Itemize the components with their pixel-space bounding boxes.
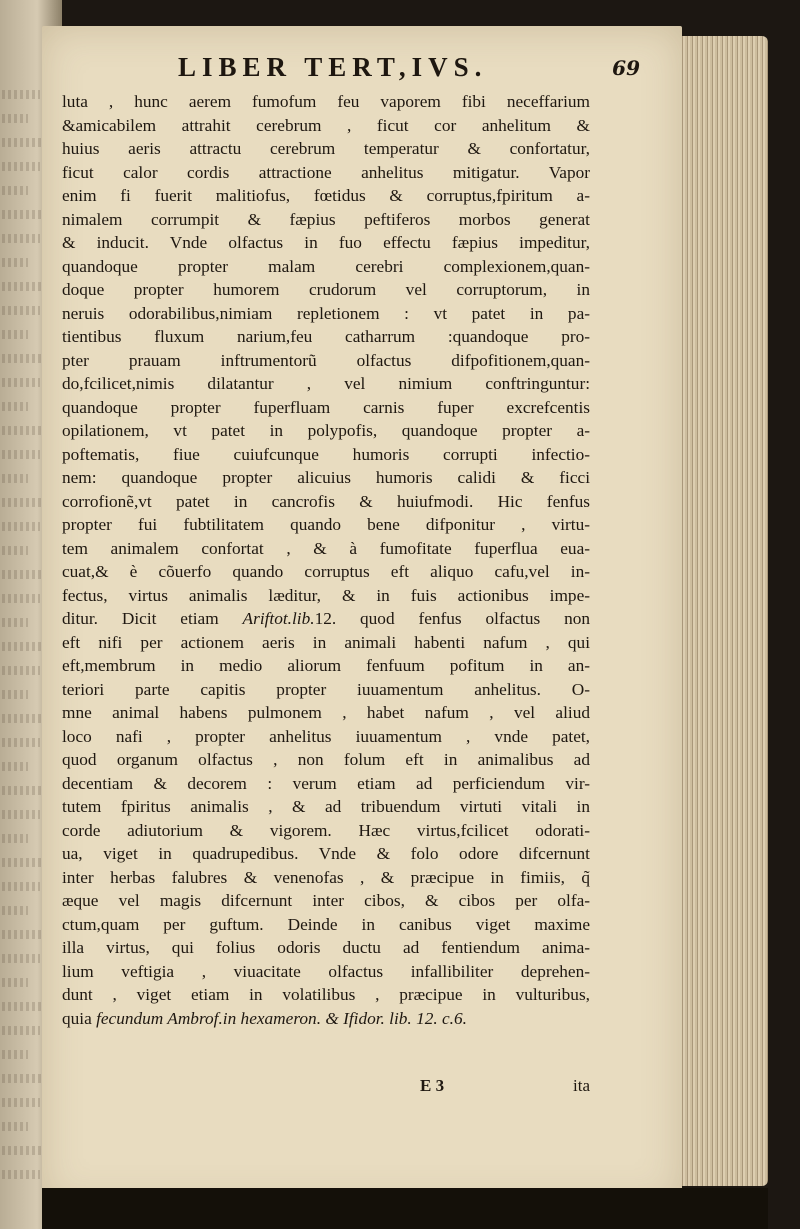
line-segment: mne animal habens pulmonem , habet nafum , vel aliud — [62, 703, 590, 722]
line-segment: eft nifi per actionem aeris in animali habenti nafum , qui — [62, 632, 590, 652]
text-line — [62, 701, 590, 725]
line-segment: ctum,quam per guftum. Deinde in canibus viget maxime — [62, 914, 590, 934]
text-line — [62, 936, 590, 960]
line-segment: corde adiutorium & vigorem. Hæc virtus,fcilicet odorati- — [62, 820, 590, 840]
line-segment: fectus, virtus animalis læditur, & in fuis actionibus impe- — [62, 585, 590, 605]
text-line — [62, 466, 590, 490]
body-text — [62, 90, 590, 1030]
text-line — [62, 325, 590, 349]
line-segment: loco nafi , propter anhelitus iuuamentum , vnde patet, — [62, 726, 590, 746]
line-segment: quia — [62, 1008, 97, 1028]
text-line — [62, 819, 590, 843]
ghost-text-line — [2, 90, 40, 99]
italic-citation: fecundum Ambrof.in hexameron. & Ifidor. lib. 12. c.6. — [96, 1008, 467, 1028]
line-segment: cuat,& è cõuerfo quando corruptus eft aliquo cafu,vel in- — [62, 562, 590, 581]
text-line — [62, 631, 590, 655]
ghost-text-line — [2, 546, 28, 555]
line-segment: propter fui fubtilitatem quando bene difponitur , virtu- — [62, 515, 590, 534]
page-stack-edges — [680, 36, 768, 1186]
ghost-text-line — [2, 474, 28, 483]
bottom-shadow — [42, 1188, 768, 1229]
ghost-text-line — [2, 162, 40, 171]
text-line — [62, 678, 590, 702]
ghost-text-line — [2, 1170, 40, 1179]
line-segment: enim fi fuerit malitiofus, fœtidus & corruptus,fpiritum a- — [62, 186, 590, 205]
line-segment: 12. quod fenfus olfactus non — [314, 609, 590, 628]
ghost-text-line — [2, 330, 28, 339]
line-segment: æque vel magis difcernunt inter cibos, & cibos per olfa- — [62, 891, 590, 910]
text-line — [62, 231, 590, 255]
line-segment: pter prauam inftrumentorũ olfactus difpofitionem,quan- — [62, 350, 590, 370]
ghost-text-line — [2, 978, 28, 987]
text-line — [62, 537, 590, 561]
text-line — [62, 490, 590, 514]
line-segment: lium veftigia , viuacitate olfactus infallibiliter deprehen- — [62, 961, 590, 981]
line-segment: ditur. Dicit etiam — [62, 609, 243, 628]
line-segment: do,fcilicet,nimis dilatantur , vel nimium conftringuntur: — [62, 374, 590, 393]
text-line — [62, 889, 590, 913]
text-line — [62, 208, 590, 232]
ghost-text-line — [2, 1026, 40, 1035]
signature-mark: E 3 — [420, 1076, 445, 1095]
text-line — [62, 654, 590, 678]
ghost-text-line — [2, 690, 28, 699]
text-line — [62, 795, 590, 819]
line-segment: dunt , viget etiam in volatilibus , præcipue in vulturibus, — [62, 985, 590, 1004]
text-line — [62, 560, 590, 584]
line-segment: ficut calor cordis attractione anhelitus mitigatur. Vapor — [62, 162, 590, 182]
line-segment: teriori parte capitis propter iuuamentum anhelitus. O- — [62, 679, 590, 699]
text-line — [62, 184, 590, 208]
line-segment: illa virtus, qui folius odoris ductu ad fentiendum anima- — [62, 938, 590, 957]
text-line — [62, 114, 590, 138]
folio-number: 69 — [612, 56, 640, 80]
page-footer — [62, 1076, 590, 1100]
ghost-text-line — [2, 1122, 28, 1131]
ghost-text-line — [2, 186, 28, 195]
text-line — [62, 443, 590, 467]
page-header — [160, 52, 640, 92]
text-line — [62, 1007, 590, 1031]
line-segment: tientibus fluxum narium,feu catharrum :quandoque pro- — [62, 327, 590, 346]
line-segment: poftematis, fiue cuiufcunque humoris corrupti infectio- — [62, 444, 590, 464]
line-segment: nimalem corrumpit & fæpius peftiferos morbos generat — [62, 209, 590, 229]
line-segment: doque propter humorem crudorum vel corruptorum, in — [62, 280, 590, 299]
line-segment: tutem fpiritus animalis , & ad tribuendum virtuti vitali in — [62, 797, 590, 816]
line-segment: corrofionẽ,vt patet in cancrofis & huiufmodi. Hic fenfus — [62, 491, 590, 511]
ghost-text-line — [2, 906, 28, 915]
line-segment: quandoque propter malam cerebri complexionem,quan- — [62, 256, 590, 276]
text-line — [62, 960, 590, 984]
ghost-text-line — [2, 738, 40, 747]
text-line — [62, 584, 590, 608]
text-line — [62, 866, 590, 890]
text-line — [62, 396, 590, 420]
ghost-text-line — [2, 954, 40, 963]
text-line — [62, 302, 590, 326]
line-segment: opilationem, vt patet in polypofis, quandoque propter a- — [62, 421, 590, 440]
text-line — [62, 513, 590, 537]
text-line — [62, 137, 590, 161]
line-segment: quod organum olfactus , non folum eft in animalibus ad — [62, 750, 590, 769]
line-segment: & inducit. Vnde olfactus in fuo effectu fæpius impeditur, — [62, 233, 590, 252]
text-line — [62, 90, 590, 114]
ghost-text-line — [2, 666, 40, 675]
text-line — [62, 725, 590, 749]
text-line — [62, 372, 590, 396]
line-segment: decentiam & decorem : verum etiam ad perficiendum vir- — [62, 773, 590, 793]
ghost-text-line — [2, 378, 40, 387]
line-segment: neruis odorabilibus,nimiam repletionem : vt patet in pa- — [62, 303, 590, 323]
ghost-text-line — [2, 882, 40, 891]
ghost-text-line — [2, 1050, 28, 1059]
text-line — [62, 161, 590, 185]
line-segment: huius aeris attractu cerebrum temperatur & confortatur, — [62, 139, 590, 158]
ghost-text-line — [2, 762, 28, 771]
text-line — [62, 278, 590, 302]
ghost-text-line — [2, 306, 40, 315]
text-line — [62, 913, 590, 937]
line-segment: eft,membrum in medio aliorum fenfuum pofitum in an- — [62, 656, 590, 675]
text-line — [62, 419, 590, 443]
line-segment: inter herbas falubres & venenofas , & præcipue in fimiis, q̃ — [62, 867, 590, 887]
ghost-text-line — [2, 234, 40, 243]
text-line — [62, 842, 590, 866]
text-line — [62, 607, 590, 631]
ghost-text-line — [2, 1098, 40, 1107]
ghost-text-line — [2, 594, 40, 603]
ghost-text-line — [2, 402, 28, 411]
italic-citation: Ariftot.lib. — [242, 609, 315, 628]
ghost-text-line — [2, 618, 28, 627]
line-segment: nem: quandoque propter alicuius humoris calidi & ficci — [62, 468, 590, 487]
line-segment: ua, viget in quadrupedibus. Vnde & folo odore difcernunt — [62, 844, 590, 863]
ghost-text-line — [2, 114, 28, 123]
line-segment: &amicabilem attrahit cerebrum , ficut cor anhelitum & — [62, 115, 590, 135]
ghost-text-line — [2, 834, 28, 843]
ghost-text-line — [2, 522, 40, 531]
line-segment: quandoque propter fuperfluam carnis fuper excrefcentis — [62, 397, 590, 417]
ghost-text-line — [2, 258, 28, 267]
catchword: ita — [573, 1076, 590, 1095]
line-segment: luta , hunc aerem fumofum feu vaporem fibi neceffarium — [62, 92, 590, 111]
ghost-text-line — [2, 810, 40, 819]
text-line — [62, 748, 590, 772]
running-head: LIBER TERT,IVS. — [178, 52, 488, 82]
text-line — [62, 349, 590, 373]
line-segment: tem animalem confortat , & à fumofitate fuperflua eua- — [62, 538, 590, 558]
text-line — [62, 983, 590, 1007]
text-line — [62, 255, 590, 279]
ghost-text-line — [2, 450, 40, 459]
text-line — [62, 772, 590, 796]
